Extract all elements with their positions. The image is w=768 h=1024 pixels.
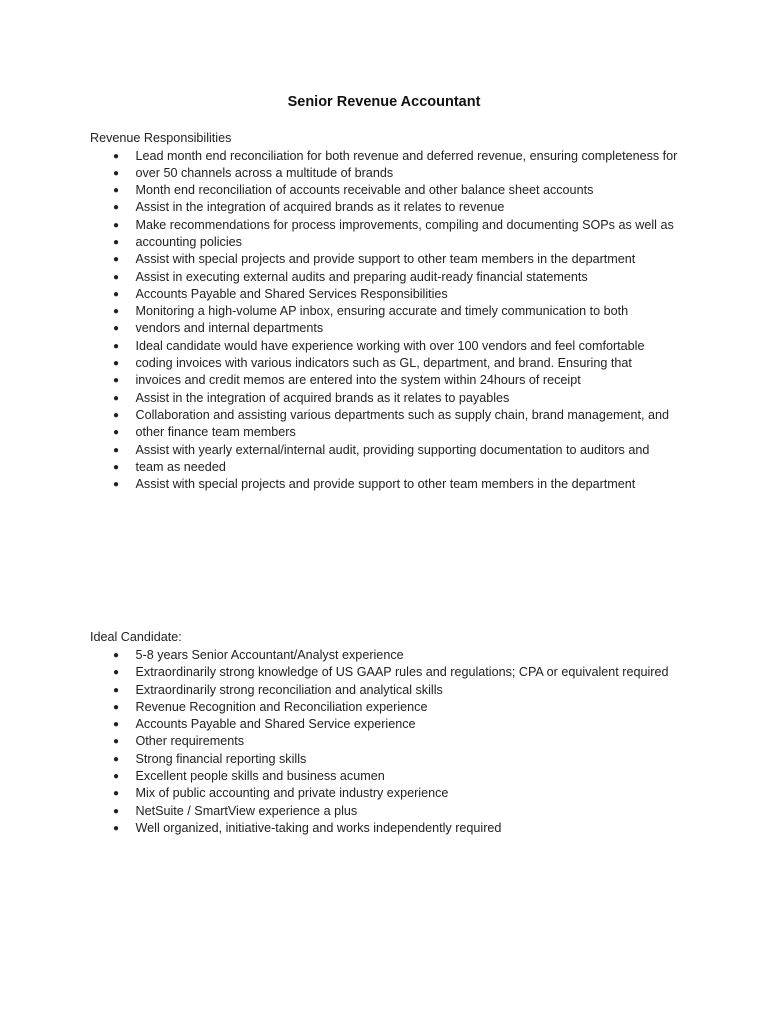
list-item-text: Strong financial reporting skills: [135, 751, 307, 766]
bullet-icon: ●: [113, 392, 120, 404]
list-item-text: Assist with special projects and provide support to other team members in the department: [135, 252, 636, 267]
bullet-icon: ●: [113, 202, 120, 214]
list-item-text: Assist with special projects and provide support to other team members in the department: [135, 477, 636, 492]
list-item-text: 5-8 years Senior Accountant/Analyst experience: [135, 648, 404, 662]
bullet-icon: ●: [113, 340, 120, 352]
list-item-text: accounting policies: [135, 234, 242, 249]
bullet-icon: ●: [113, 150, 120, 162]
bullet-icon: ●: [113, 254, 120, 266]
list-item: [90, 820, 690, 837]
list-item: [90, 165, 690, 182]
list-item-text: Extraordinarily strong knowledge of US GAAP rules and regulations; CPA or equivalent required: [135, 665, 669, 680]
bullet-icon: ●: [113, 409, 120, 421]
section-heading-ideal-candidate: Ideal Candidate:: [90, 630, 182, 644]
list-item: [90, 251, 690, 268]
list-item-text: Assist in executing external audits and preparing audit-ready financial statements: [135, 269, 588, 284]
list-item: [90, 476, 690, 493]
list-item-text: vendors and internal departments: [135, 321, 324, 336]
bullet-icon: ●: [113, 358, 120, 370]
bullet-icon: ●: [113, 167, 120, 179]
bullet-icon: ●: [113, 771, 120, 783]
list-item-text: Ideal candidate would have experience working with over 100 vendors and feel comfortable: [135, 338, 645, 353]
list-item-text: Assist in the integration of acquired brands as it relates to payables: [135, 390, 510, 405]
list-item-text: over 50 channels across a multitude of brands: [135, 165, 394, 180]
list-item-text: Other requirements: [135, 734, 244, 749]
list-item: [90, 647, 690, 664]
list-item-text: Make recommendations for process improvements, compiling and documenting SOPs as well as: [135, 217, 674, 232]
bullet-icon: ●: [113, 236, 120, 248]
list-item-text: coding invoices with various indicators such as GL, department, and brand. Ensuring that: [135, 356, 632, 371]
bullet-icon: ●: [113, 719, 120, 731]
list-item-text: Accounts Payable and Shared Services Responsibilities: [135, 286, 448, 301]
list-item: [90, 390, 690, 407]
bullet-icon: ●: [113, 667, 120, 679]
bullet-icon: ●: [113, 271, 120, 283]
list-item: [90, 355, 690, 372]
revenue-responsibilities-list: [90, 148, 690, 494]
bullet-icon: ●: [113, 650, 120, 661]
bullet-icon: ●: [113, 288, 120, 300]
bullet-icon: ●: [113, 805, 120, 817]
bullet-icon: ●: [113, 323, 120, 335]
list-item: [90, 372, 690, 389]
list-item-text: other finance team members: [135, 425, 296, 440]
list-item-text: Accounts Payable and Shared Service experience: [135, 717, 416, 732]
list-item: [90, 269, 690, 286]
bullet-icon: ●: [113, 219, 120, 231]
list-item: [90, 803, 690, 820]
list-item-text: invoices and credit memos are entered into the system within 24hours of receipt: [135, 373, 581, 388]
list-item: [90, 664, 690, 681]
list-item: [90, 148, 690, 165]
list-item-text: Assist in the integration of acquired brands as it relates to revenue: [135, 200, 505, 215]
list-item-text: Lead month end reconciliation for both revenue and deferred revenue, ensuring completeness for: [135, 148, 678, 163]
bullet-icon: ●: [113, 461, 120, 473]
bullet-icon: ●: [113, 375, 120, 387]
list-item-text: Revenue Recognition and Reconciliation experience: [135, 699, 428, 714]
list-item-text: NetSuite / SmartView experience a plus: [135, 803, 358, 818]
bullet-icon: ●: [113, 753, 120, 765]
list-item-text: team as needed: [135, 459, 226, 474]
bullet-icon: ●: [113, 684, 120, 696]
section-heading-revenue-responsibilities: Revenue Responsibilities: [90, 131, 232, 145]
list-item: [90, 442, 690, 459]
bullet-icon: ●: [113, 427, 120, 439]
list-item-text: Collaboration and assisting various departments such as supply chain, brand management, and: [135, 407, 669, 422]
list-item: [90, 303, 690, 320]
list-item-text: Well organized, initiative-taking and works independently required: [135, 820, 502, 835]
list-item: [90, 785, 690, 802]
list-item-text: Monitoring a high-volume AP inbox, ensuring accurate and timely communication to both: [135, 304, 629, 319]
list-item: [90, 234, 690, 251]
bullet-icon: ●: [113, 788, 120, 800]
list-item: [90, 320, 690, 337]
bullet-icon: ●: [113, 306, 120, 318]
list-item: [90, 733, 690, 750]
list-item: [90, 199, 690, 216]
list-item: [90, 424, 690, 441]
list-item-text: Mix of public accounting and private industry experience: [135, 786, 449, 801]
bullet-icon: ●: [113, 822, 120, 834]
page-title: Senior Revenue Accountant: [287, 94, 481, 110]
list-item: [90, 699, 690, 716]
bullet-icon: ●: [113, 185, 120, 197]
list-item-text: Assist with yearly external/internal audit, providing supporting documentation to auditors and: [135, 442, 650, 457]
bullet-icon: ●: [113, 701, 120, 713]
list-item: [90, 338, 690, 355]
list-item: [90, 407, 690, 424]
list-item: [90, 682, 690, 699]
list-item: [90, 716, 690, 733]
list-item: [90, 751, 690, 768]
list-item: [90, 459, 690, 476]
list-item-text: Month end reconciliation of accounts receivable and other balance sheet accounts: [135, 183, 594, 198]
bullet-icon: ●: [113, 444, 120, 456]
list-item: [90, 286, 690, 303]
list-item-text: Extraordinarily strong reconciliation and analytical skills: [135, 682, 443, 697]
ideal-candidate-list: [90, 647, 690, 837]
list-item: [90, 768, 690, 785]
bullet-icon: ●: [113, 736, 120, 748]
list-item: [90, 182, 690, 199]
list-item: [90, 217, 690, 234]
list-item-text: Excellent people skills and business acumen: [135, 769, 385, 784]
bullet-icon: ●: [113, 479, 120, 491]
